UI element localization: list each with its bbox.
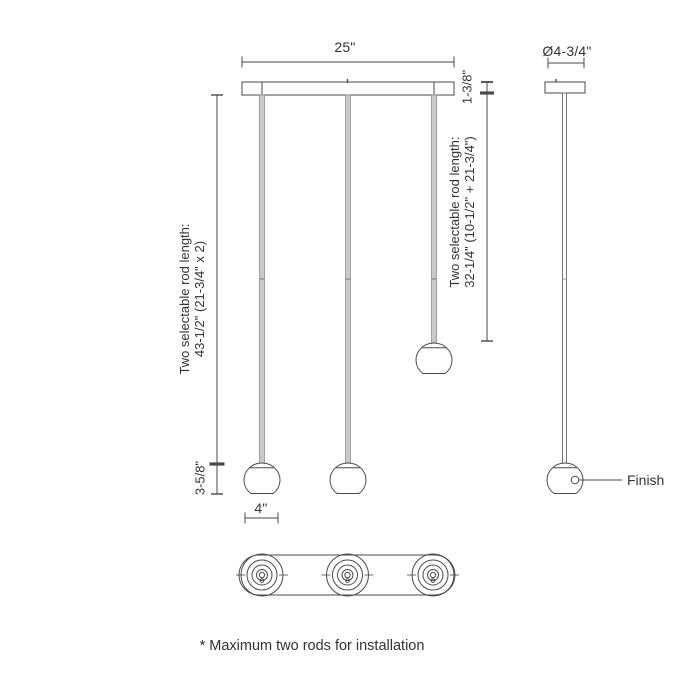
front-pendant-globe-left (244, 463, 280, 493)
front-view (242, 79, 454, 494)
dimension-lines (210, 57, 585, 524)
dim-label-globe-width: 4" (254, 500, 268, 516)
dim-canopy-width (242, 57, 454, 68)
bottom-view (236, 554, 459, 596)
dim-label-canopy-diameter: Ø4-3/4" (542, 43, 592, 59)
dim-label-canopy-height: 1-3/8" (459, 69, 475, 105)
short-rod-length-label (447, 136, 477, 288)
long-rod-length-line1: Two selectable rod length: (177, 223, 192, 375)
side-view (545, 79, 622, 494)
finish-label: Finish (627, 472, 665, 488)
dim-canopy-height-and-short-rod (480, 82, 494, 341)
front-pendant-globe-middle (330, 463, 366, 493)
long-rod-length-line2: 43-1/2" (21-3/4" x 2) (192, 240, 207, 358)
front-canopy-bar (242, 82, 454, 95)
installation-footnote: * Maximum two rods for installation (199, 638, 425, 654)
dim-label-globe-height: 3-5/8" (192, 460, 208, 496)
side-pendant-globe (547, 463, 583, 493)
front-pendant-globe-short (416, 343, 452, 373)
dim-canopy-diameter (548, 58, 584, 69)
front-rod-right (432, 95, 437, 343)
short-rod-length-line2: 32-1/4" (10-1/2" + 21-3/4") (462, 136, 477, 288)
dim-long-rod-and-globe (210, 95, 225, 494)
long-rod-length-label (177, 223, 207, 374)
short-rod-length-line1: Two selectable rod length: (447, 136, 462, 288)
side-canopy (545, 82, 585, 93)
dim-label-canopy-width: 25" (334, 39, 356, 55)
